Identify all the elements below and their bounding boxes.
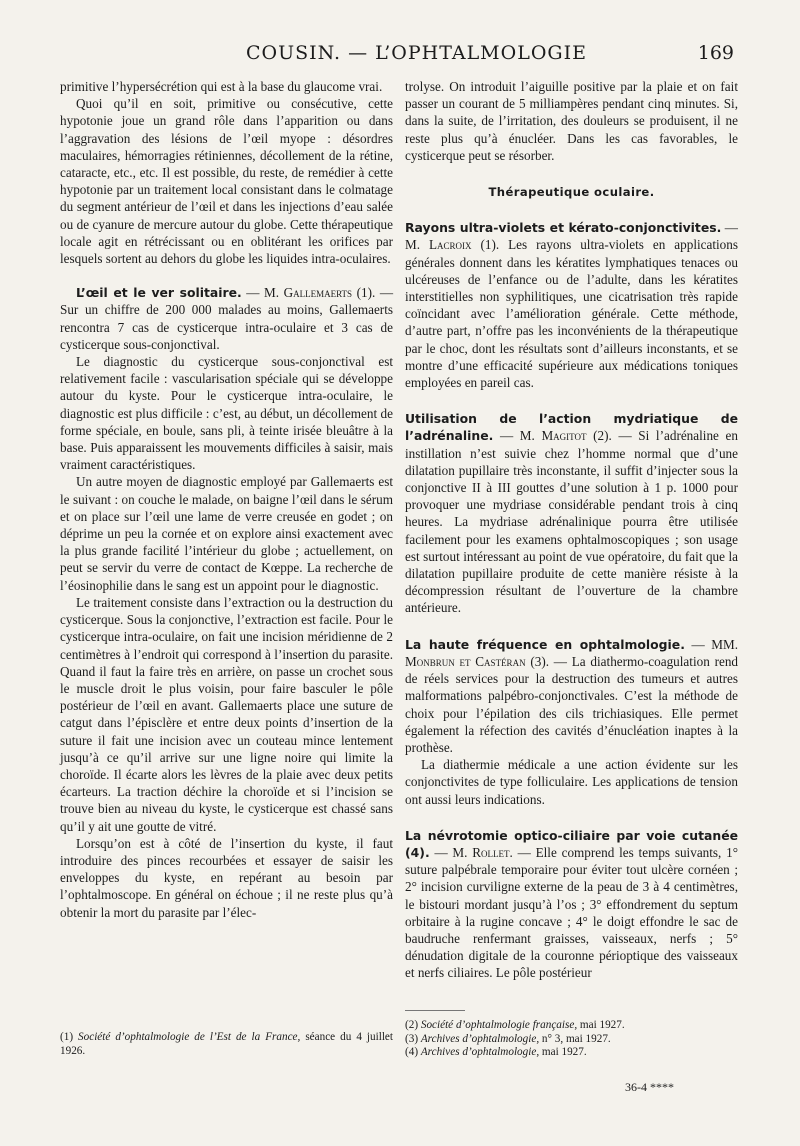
article-author: M. Rollet. [452,844,513,860]
footnote-detail: n° 3, mai 1927. [541,1032,611,1045]
footnote-number: (1) [60,1031,74,1043]
article-adrenaline: Utilisation de l’action mydriatique de l’adrénaline. — M. Magitot (2). — Si l’adrénaline en instillation n’est suivie chez l’homme normal que d’une dilatation pupillaire très inconstante, il suffit d’injecter sous la conjonctive II à III gouttes d’une solution à 1 p. 1000 pour provoquer une mydriase considérable pendant trois à cinq heures. La mydriase adrénalinique pourra être utilisée facilement pour les examens ophtalmoscopiques ; son usage est surtout intéressant au point de vue opératoire, du fait que la dilatation pupillaire produite de cette manière résiste à la décompression résultant de l’ouverture de la chambre antérieure. [405,411,738,616]
footnote-source: Société d’ophtalmologie de l’Est de la France, [78,1031,301,1043]
article-author: M. Magitot (2). [519,428,612,444]
footnote-3 [405,1033,738,1047]
section-heading: Thérapeutique oculaire. [488,185,655,200]
footnote-divider [405,1010,465,1011]
right-column [405,78,738,982]
article-text: Sur un chiffre de 200 000 malades au moins, Gallemaerts rencontra 7 cas de cysticerque intra-oculaire et 3 cas de cysticerque sous-conjonctival. [60,302,393,352]
left-column [60,78,393,921]
footnote-number: (3) [405,1032,419,1045]
footnote-source: Archives d’ophtalmologie, [420,1046,540,1059]
paragraph: trolyse. On introduit l’aiguille positive par la plaie et on fait passer un courant de 5 milliampères pendant cinq minutes. Si, dans la suite, de l’irritation, des douleurs se produisent, il ne reste plus qu’à énucléer. Dans les cas favorables, le cysticerque peut se résorber. [405,79,738,163]
paragraph: Le traitement consiste dans l’extraction ou la destruction du cysticerque. Sous la conjonctive, l’extraction est facile. Pour le cysticerque intra-oculaire, on fait une incision méridienne de 2 centimètres à l’endroit qui correspond à l’insertion du parasite. Quand il faut la faire très en arrière, on passe un crochet sous le muscle droit le plus voisin, pour faire basculer le pôle postérieur de l’œil en avant. Gallemaerts place une suture de catgut dans l’épisclère et entre deux points d’insertion de la suture il fait une incision avec un couteau mince lentement jusqu’à ce qu’il arrive sur une ligne noire qui limite la choroïde. Il écarte alors les lèvres de la plaie avec deux petits écarteurs. La traction déchire la choroïde et si l’incision se trouve bien au niveau du kyste, le cysticerque est chassé sans qu’il y ait une goutte de vitré. [60,594,393,834]
paragraph: Lorsqu’on est à côté de l’insertion du kyste, il faut introduire des pinces recourbées et essayer de saisir les enveloppes du kyste, en repérant au besoin par l’ophtalmoscope. En général on échoue ; il ne reste plus qu’à obtenir la mort du parasite par l’élec- [60,835,393,920]
footnote-detail: séance du 4 juillet 1926. [60,1031,394,1057]
page-header [60,42,740,70]
paragraph: Un autre moyen de diagnostic employé par Gallemaerts est le suivant : on couche le malade, on baigne l’œil dans le sérum et on place sur l’œil une lame de verre creusée en godet ; on déprime un peu la cornée et on explore ainsi exactement avec la plus grande facilité l’intérieur du globe ; actuellement, on peut se servir du verre de contact de Kœppe. La recherche de l’éosinophilie dans le sang est un appoint pour le diagnostic. [60,474,393,593]
printer-signature: 36-4 **** [625,1080,674,1094]
article-nevrotomie: La névrotomie optico-ciliaire par voie cutanée (4). — M. Rollet. — Elle comprend les temps suivants, 1° suture palpébrale temporaire pour éviter tout ulcère cornéen ; 2° incision curviligne externe de la peau de 3 à 4 centimètres, le bistouri mordant jusqu’à l’os ; 3° effondrement du septum orbitaire à la rugine concave ; 4° le doigt effondre le sac de baudruche renfermant graisses, vaisseaux, nerfs ; 5° dénudation digitale de la couronne périoptique des vaisseaux et nerfs ciliaires. Le pôle postérieur [405,827,739,981]
article-title: La haute fréquence en ophtalmologie. [405,636,685,652]
article-text: La diathermo-coagulation rend de réels services pour la destruction des tumeurs et autres malformations palpébro-conjonctivales. C’est la méthode de choix pour l’épilation des cils trichiasiques. Elle permet également la réfection des cavités d’énucléation inaptes à la prothèse. [405,653,739,755]
article-text: Si l’adrénaline en instillation n’est suivie chez l’homme normal que d’une dilatation pupillaire très inconstante, il suffit d’injecter sous la conjonctive II à III gouttes d’une solution à 1 p. 1000 pour provoquer une mydriase considérable pendant trois à cinq heures. La mydriase adrénalinique pourra être utilisée facilement pour les examens ophtalmoscopiques ; son usage est surtout intéressant au point de vue opératoire, du fait que la dilatation pupillaire produite de cette manière résiste à la décompression résultant de l’ouverture de la chambre antérieure. [405,428,738,616]
footnote-2 [405,1019,738,1033]
paragraph: La diathermie médicale a une action évidente sur les conjonctivites de type folliculaire. Les applications de tension ont aussi leurs indications. [405,757,738,807]
article-ver-solitaire: L’œil et le ver solitaire. — M. Gallemaerts (1). — Sur un chiffre de 200 000 malades au moins, Gallemaerts rencontra 7 cas de cysticerque intra-oculaire et 3 cas de cysticerque sous-conjonctival. [60,285,394,352]
footnotes-right [405,1019,738,1060]
footnote-source: Archives d’ophtalmologie, [420,1032,540,1045]
footnote-1 [60,1030,393,1058]
page-number: 169 [697,42,734,64]
footnote-source: Société d’ophtalmologie française, [420,1019,578,1031]
paragraph: Le diagnostic du cysticerque sous-conjonctival est relativement facile : vascularisation spéciale qui se développe autour du kyste. Pour le cysticerque intra-oculaire, le diagnostic est plus difficile : c’est, au début, un décollement de forme spéciale, en boule, sans pli, à teinte irisée bleuâtre à la base. Puis apparaissent les mouvements difficiles à saisir, mais vraiment caractéristiques. [60,354,393,473]
paragraph: primitive l’hypersécrétion qui est à la base du glaucome vrai. [60,79,383,94]
article-author: MM. Monbrun et Castéran (3). [405,636,738,669]
footnote-4 [405,1046,738,1060]
paragraph: Quoi qu’il en soit, primitive ou consécutive, cette hypotonie joue un grand rôle dans l’apparition ou dans l’aggravation des lésions de l’œil myope : désordres maculaires, hémorragies rétiniennes, décollement de la rétine, cataracte, etc., etc. Il est possible, du reste, de remédier à cette hypotonie par un traitement local consistant dans le colmatage du segment antérieur de l’œil et dans les injections d’eau salée ou de cyanure de mercure autour du globe. Cette thérapeutique locale agit en rétrécissant ou en oblitérant les orifices par lesquels sortent au dehors du globe les liquides intra-oculaires. [60,96,393,267]
article-author: M. Gallemaerts (1). [264,285,376,301]
running-title: COUSIN. — L’OPHTALMOLOGIE [246,42,587,64]
footnote-number: (2) [405,1019,419,1031]
article-title: Utilisation de l’action mydriatique de l’adrénaline. [405,411,738,444]
footnote-detail: mai 1927. [579,1019,625,1031]
article-text: Elle comprend les temps suivants, 1° suture palpébrale temporaire pour éviter tout ulcère cornéen ; 2° incision curviligne externe de la peau de 3 à 4 centimètres, le bistouri mordant jusqu’à l’os ; 3° effondrement du septum orbitaire à la rugine concave ; 4° le doigt effondre le sac de baudruche renfermant graisses, vaisseaux, nerfs ; 5° dénudation digitale de la couronne périoptique des vaisseaux et nerfs ciliaires. Le pôle postérieur [405,844,739,981]
article-text: Les rayons ultra-violets en applications générales donnent dans les kératites lymphatiques tenaces ou ulcéreuses de l’enfance ou de l’adulte, dans les kératites interstitielles non syphilitiques, une cicatrisation très rapide coïncidant avec l’amélioration générale. Cette méthode, d’autre part, n’offre pas les inconvénients de la thérapeutique par le choc, dont les résultats sont d’ailleurs inconstants, et se montre d’une efficacité supérieure aux médications toniques employées en pareil cas. [405,237,738,391]
article-title: La névrotomie optico-ciliaire par voie cutanée (4). [405,827,738,860]
article-title: L’œil et le ver solitaire. [76,285,242,301]
article-title: Rayons ultra-violets et kérato-conjonctivites. [405,220,722,236]
footnote-detail: mai 1927. [541,1046,587,1059]
article-haute-frequence: La haute fréquence en ophtalmologie. — MM. Monbrun et Castéran (3). — La diathermo-coagulation rend de réels services pour la destruction des tumeurs et autres malformations palpébro-conjonctivales. C’est la méthode de choix pour l’épilation des cils trichiasiques. Elle permet également la réfection des cavités d’énucléation inaptes à la prothèse. [405,636,739,755]
footnote-number: (4) [405,1046,419,1059]
article-ultra-violets: Rayons ultra-violets et kérato-conjonctivites. — M. Lacroix (1). Les rayons ultra-violets en applications générales donnent dans les kératites lymphatiques tenaces ou ulcéreuses de l’enfance ou de l’adulte, dans les kératites interstitielles non syphilitiques, une cicatrisation très rapide coïncidant avec l’amélioration générale. Cette méthode, d’autre part, n’offre pas les inconvénients de la thérapeutique par le choc, dont les résultats sont d’ailleurs inconstants, et se montre d’une efficacité supérieure aux médications toniques employées en pareil cas. [405,220,738,391]
article-author: M. Lacroix (1). [405,237,500,253]
